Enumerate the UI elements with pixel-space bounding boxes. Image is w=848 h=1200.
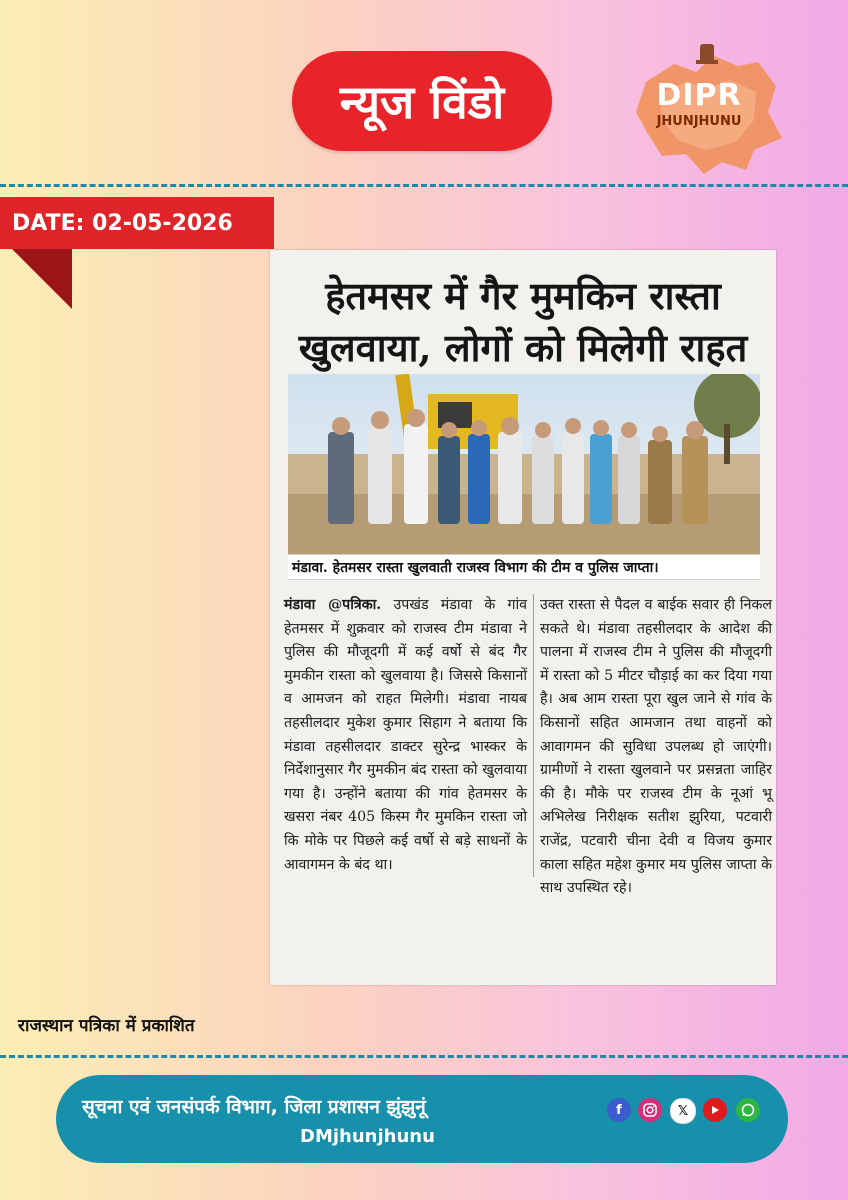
top-divider <box>0 184 848 187</box>
logo-text: DIPR <box>656 78 742 113</box>
date-ribbon: DATE: 02-05-2026 <box>0 197 274 249</box>
article-body-left: उपखंड मंडावा के गांव हेतमसर में शुक्रवार को राजस्व टीम मंडावा ने पुलिस की मौजूदगी में कई वर्षो से बंद गैर मुमकीन रास्ता को खुलवाया है। जिससे किसानों व आमजन को राहत मिलेगी। मंडावा नायब तहसीलदार मुकेश कुमार सिहाग ने बताया कि मंडावा तहसीलदार डाक्टर सुरेन्द्र भास्कर के निर्देशानुसार गैर मुमकीन बंद रास्ता को खुलवाया गया है। उन्होंने बताया की गांव हेतमसर के खसरा नंबर 405 किस्म गैर मुमकिन रास्ता जो कि मोके पर पिछले कई वर्षो से बड़े साधनों के आवागमन के बंद था। <box>284 597 528 873</box>
facebook-icon[interactable]: f <box>607 1098 631 1122</box>
department-name: सूचना एवं जनसंपर्क विभाग, जिला प्रशासन झुंझुनूं <box>82 1096 426 1118</box>
ribbon-fold <box>12 249 72 309</box>
article-body-right: उक्त रास्ता से पैदल व बाईक सवार ही निकल सकते थे। मंडावा तहसीलदार के आदेश की पालना में राजस्व टीम ने पुलिस की मौजूदगी में रास्ता को 5 मीटर चौड़ाई का कर दिया गया है। अब आम रास्ता पूरा खुल जाने से गांव के किसानों सहित आमजान तथा वाहनों को आवागमन की सुविधा उपलब्ध हो जाएंगी। ग्रामीणों ने रास्ता खुलवाने पर प्रसन्नता जाहिर की है। मौके पर राजस्व टीम के नूआं भू अभिलेख निरीक्षक सतीश झुरिया, पटवारी राजेंद्र, पटवारी चीना देवी व विजय कुमार काला सहित महेश कुमार मय पुलिस जाप्ता के साथ उपस्थित रहे। <box>540 597 772 897</box>
whatsapp-icon[interactable] <box>736 1098 760 1122</box>
x-icon[interactable]: 𝕏 <box>670 1098 696 1124</box>
article-dateline: मंडावा @पत्रिका. <box>284 597 382 613</box>
newspaper-clipping <box>270 250 776 985</box>
instagram-icon[interactable] <box>638 1098 662 1122</box>
logo-subtext: JHUNJHUNU <box>656 114 742 129</box>
emblem-icon <box>696 44 718 64</box>
published-in-note: राजस्थान पत्रिका में प्रकाशित <box>18 1016 195 1036</box>
photo-caption: मंडावा. हेतमसर रास्ता खुलवाती राजस्व विभाग की टीम व पुलिस जाप्ता। <box>288 554 760 580</box>
social-handle: DMjhunjhunu <box>300 1126 435 1147</box>
article-headline: हेतमसर में गैर मुमकिन रास्ता खुलवाया, लोगों को मिलेगी राहत <box>298 273 748 370</box>
news-window-title: न्यूज विंडो <box>292 51 552 151</box>
article-column-left <box>284 594 534 877</box>
youtube-icon[interactable] <box>703 1098 727 1122</box>
article-column-right <box>540 594 772 901</box>
article-photo <box>288 374 760 554</box>
bottom-divider <box>0 1055 848 1058</box>
